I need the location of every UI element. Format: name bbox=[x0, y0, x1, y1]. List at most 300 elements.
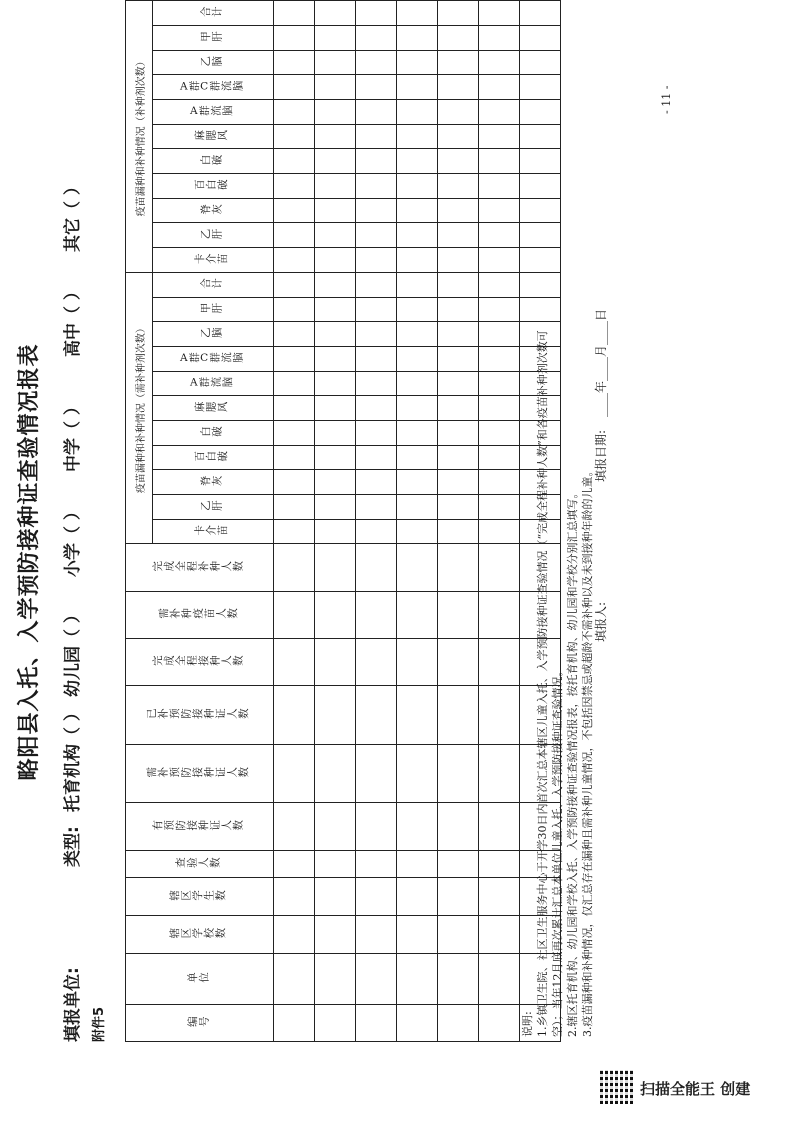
col-unit-header-text: 单位 bbox=[186, 971, 210, 984]
need-vaccine-5-header bbox=[153, 396, 274, 421]
table-cell[interactable] bbox=[479, 544, 520, 591]
need-vaccine-3-header-text: 百白破 bbox=[194, 450, 229, 463]
done-vaccine-5-header bbox=[153, 124, 274, 149]
table-cell[interactable] bbox=[274, 322, 315, 347]
table-cell[interactable] bbox=[356, 297, 397, 322]
table-cell[interactable] bbox=[438, 544, 479, 591]
note-1b: 空）；当年12月底再次累计汇总本单位儿童入托、入学预防接种证查验情况。 bbox=[551, 665, 564, 1037]
group-done-header-text: 疫苗漏种和补种情况（补种剂次数） bbox=[135, 56, 147, 217]
table-cell[interactable] bbox=[356, 322, 397, 347]
table-cell[interactable] bbox=[397, 149, 438, 174]
table-row bbox=[397, 1, 438, 1042]
table-cell[interactable] bbox=[356, 149, 397, 174]
done-vaccine-0-header-text: 卡介苗 bbox=[194, 253, 229, 266]
table-cell[interactable] bbox=[438, 916, 479, 954]
table-cell[interactable] bbox=[397, 591, 438, 638]
table-cell[interactable] bbox=[479, 685, 520, 744]
table-cell[interactable] bbox=[397, 198, 438, 223]
done-vaccine-2-header bbox=[153, 198, 274, 223]
scanner-watermark-text: 扫描全能王 创建 bbox=[640, 1080, 751, 1098]
type-option-nursery: 托育机构（ ） bbox=[63, 704, 83, 812]
table-cell[interactable] bbox=[397, 25, 438, 50]
type-option-high: 高中（ ） bbox=[63, 283, 83, 357]
table-cell[interactable] bbox=[356, 396, 397, 421]
done-vaccine-6-header-text: A群流脑 bbox=[189, 105, 234, 118]
table-cell[interactable] bbox=[438, 519, 479, 544]
table-cell[interactable] bbox=[274, 297, 315, 322]
table-cell[interactable] bbox=[479, 396, 520, 421]
table-cell[interactable] bbox=[479, 850, 520, 878]
table-cell[interactable] bbox=[479, 346, 520, 371]
table-cell[interactable] bbox=[315, 445, 356, 470]
table-cell[interactable] bbox=[315, 396, 356, 421]
table-cell[interactable] bbox=[274, 50, 315, 75]
done-vaccine-4-header-text: 白破 bbox=[200, 154, 223, 167]
table-cell[interactable] bbox=[397, 124, 438, 149]
table-cell[interactable] bbox=[438, 322, 479, 347]
table-cell[interactable] bbox=[356, 420, 397, 445]
table-cell[interactable] bbox=[438, 297, 479, 322]
table-cell[interactable] bbox=[479, 916, 520, 954]
table-cell[interactable] bbox=[479, 591, 520, 638]
table-cell[interactable] bbox=[479, 75, 520, 100]
table-cell[interactable] bbox=[397, 1004, 438, 1041]
col-number-header-text: 编号 bbox=[186, 1016, 210, 1029]
table-cell[interactable] bbox=[315, 878, 356, 916]
col-checked-header bbox=[126, 850, 274, 878]
need-vaccine-6-header-text: A群流脑 bbox=[189, 376, 234, 389]
header-row-1 bbox=[126, 1, 153, 1042]
table-cell[interactable] bbox=[356, 124, 397, 149]
table-cell[interactable] bbox=[438, 248, 479, 273]
table-cell[interactable] bbox=[438, 50, 479, 75]
table-cell[interactable] bbox=[479, 100, 520, 125]
col-has-cert-header-text: 有预防接种证人数 bbox=[152, 819, 244, 832]
table-cell[interactable] bbox=[356, 198, 397, 223]
table-cell[interactable] bbox=[397, 420, 438, 445]
table-cell[interactable] bbox=[356, 25, 397, 50]
table-cell[interactable] bbox=[315, 223, 356, 248]
table-cell[interactable] bbox=[274, 100, 315, 125]
table-cell[interactable] bbox=[479, 272, 520, 297]
table-cell[interactable] bbox=[274, 124, 315, 149]
type-option-kindergarten: 幼儿园（ ） bbox=[63, 606, 83, 697]
done-vaccine-8-header bbox=[153, 50, 274, 75]
col-schools-header bbox=[126, 916, 274, 954]
need-vaccine-4-header bbox=[153, 420, 274, 445]
col-need-vacc-header-text: 需补种疫苗人数 bbox=[157, 607, 239, 620]
table-cell[interactable] bbox=[274, 591, 315, 638]
date-label: 填报日期: bbox=[594, 429, 608, 482]
table-cell[interactable] bbox=[356, 100, 397, 125]
table-cell[interactable] bbox=[356, 685, 397, 744]
page-number: - 11 - bbox=[660, 85, 673, 114]
col-done-full-header bbox=[126, 544, 274, 591]
table-cell[interactable] bbox=[479, 50, 520, 75]
table-cell[interactable] bbox=[520, 100, 561, 125]
table-cell[interactable] bbox=[438, 638, 479, 685]
table-cell[interactable] bbox=[438, 803, 479, 850]
table-cell[interactable] bbox=[438, 953, 479, 1004]
table-cell[interactable] bbox=[274, 248, 315, 273]
done-vaccine-3-header bbox=[153, 174, 274, 199]
notes-section bbox=[520, 137, 595, 1037]
table-cell[interactable] bbox=[274, 916, 315, 954]
table-cell[interactable] bbox=[479, 495, 520, 520]
table-cell[interactable] bbox=[438, 495, 479, 520]
table-cell[interactable] bbox=[479, 223, 520, 248]
table-cell[interactable] bbox=[438, 272, 479, 297]
col-full-header bbox=[126, 638, 274, 685]
table-cell[interactable] bbox=[315, 149, 356, 174]
table-cell[interactable] bbox=[274, 396, 315, 421]
table-cell[interactable] bbox=[315, 25, 356, 50]
table-cell[interactable] bbox=[356, 223, 397, 248]
col-done-cert-header bbox=[126, 685, 274, 744]
need-vaccine-7-header bbox=[153, 346, 274, 371]
table-cell[interactable] bbox=[479, 198, 520, 223]
table-cell[interactable] bbox=[438, 75, 479, 100]
table-cell[interactable] bbox=[315, 50, 356, 75]
table-cell[interactable] bbox=[274, 1, 315, 26]
table-cell[interactable] bbox=[274, 685, 315, 744]
table-cell[interactable] bbox=[438, 346, 479, 371]
table-cell[interactable] bbox=[356, 248, 397, 273]
table-cell[interactable] bbox=[397, 1, 438, 26]
done-vaccine-8-header-text: 乙脑 bbox=[200, 55, 223, 68]
table-cell[interactable] bbox=[438, 445, 479, 470]
done-vaccine-9-header-text: 甲肝 bbox=[200, 31, 223, 44]
table-cell[interactable] bbox=[397, 50, 438, 75]
table-cell[interactable] bbox=[397, 174, 438, 199]
group-done-header bbox=[126, 1, 153, 273]
table-cell[interactable] bbox=[356, 272, 397, 297]
table-cell[interactable] bbox=[397, 322, 438, 347]
done-vaccine-4-header bbox=[153, 149, 274, 174]
table-cell[interactable] bbox=[438, 470, 479, 495]
done-vaccine-10-header bbox=[153, 1, 274, 26]
table-cell[interactable] bbox=[438, 198, 479, 223]
table-cell[interactable] bbox=[397, 272, 438, 297]
table-cell[interactable] bbox=[397, 685, 438, 744]
table-cell[interactable] bbox=[479, 953, 520, 1004]
table-cell[interactable] bbox=[315, 100, 356, 125]
table-cell[interactable] bbox=[274, 850, 315, 878]
table-cell[interactable] bbox=[315, 174, 356, 199]
table-cell[interactable] bbox=[356, 445, 397, 470]
table-cell[interactable] bbox=[356, 916, 397, 954]
table-cell[interactable] bbox=[315, 1004, 356, 1041]
table-cell[interactable] bbox=[479, 470, 520, 495]
table-cell[interactable] bbox=[479, 1, 520, 26]
table-cell[interactable] bbox=[479, 248, 520, 273]
table-cell[interactable] bbox=[274, 149, 315, 174]
table-cell[interactable] bbox=[520, 75, 561, 100]
table-cell[interactable] bbox=[356, 174, 397, 199]
done-vaccine-0-header bbox=[153, 248, 274, 273]
table-cell[interactable] bbox=[356, 850, 397, 878]
table-cell[interactable] bbox=[274, 544, 315, 591]
table-cell[interactable] bbox=[356, 638, 397, 685]
fill-unit-label: 填报单位: bbox=[63, 967, 83, 1042]
table-cell[interactable] bbox=[438, 685, 479, 744]
table-cell[interactable] bbox=[397, 248, 438, 273]
table-cell[interactable] bbox=[479, 420, 520, 445]
done-vaccine-2-header-text: 脊灰 bbox=[200, 203, 223, 216]
need-vaccine-10-header bbox=[153, 272, 274, 297]
table-cell[interactable] bbox=[274, 470, 315, 495]
table-cell[interactable] bbox=[315, 850, 356, 878]
table-row bbox=[315, 1, 356, 1042]
table-cell[interactable] bbox=[274, 953, 315, 1004]
table-cell[interactable] bbox=[438, 878, 479, 916]
table-cell[interactable] bbox=[315, 953, 356, 1004]
done-vaccine-1-header bbox=[153, 223, 274, 248]
table-cell[interactable] bbox=[397, 850, 438, 878]
group-need-header bbox=[126, 272, 153, 544]
date-fill: ____年____月____日 bbox=[594, 308, 608, 417]
table-row bbox=[479, 1, 520, 1042]
table-cell[interactable] bbox=[397, 953, 438, 1004]
table-cell[interactable] bbox=[438, 396, 479, 421]
table-cell[interactable] bbox=[315, 803, 356, 850]
need-vaccine-4-header-text: 白破 bbox=[200, 426, 223, 439]
table-cell[interactable] bbox=[315, 75, 356, 100]
table-cell[interactable] bbox=[438, 100, 479, 125]
table-cell[interactable] bbox=[397, 916, 438, 954]
table-cell[interactable] bbox=[274, 75, 315, 100]
table-cell[interactable] bbox=[274, 420, 315, 445]
table-cell[interactable] bbox=[315, 420, 356, 445]
done-vaccine-5-header-text: 麻腮风 bbox=[194, 129, 229, 142]
table-cell[interactable] bbox=[315, 198, 356, 223]
table-cell[interactable] bbox=[356, 1004, 397, 1041]
col-need-cert-header-text: 需补预防接种证人数 bbox=[146, 766, 250, 779]
table-cell[interactable] bbox=[274, 198, 315, 223]
done-vaccine-7-header bbox=[153, 75, 274, 100]
table-cell[interactable] bbox=[315, 591, 356, 638]
table-cell[interactable] bbox=[274, 25, 315, 50]
table-cell[interactable] bbox=[274, 1004, 315, 1041]
table-cell[interactable] bbox=[479, 322, 520, 347]
table-cell[interactable] bbox=[274, 878, 315, 916]
table-cell[interactable] bbox=[397, 638, 438, 685]
table-cell[interactable] bbox=[356, 346, 397, 371]
need-vaccine-8-header bbox=[153, 322, 274, 347]
table-cell[interactable] bbox=[356, 591, 397, 638]
table-cell[interactable] bbox=[438, 223, 479, 248]
col-students-header-text: 辖区学生数 bbox=[169, 889, 227, 902]
done-vaccine-9-header bbox=[153, 25, 274, 50]
table-cell[interactable] bbox=[274, 519, 315, 544]
table-cell[interactable] bbox=[274, 174, 315, 199]
note-2: 2.辖区托育机构、幼儿园和学校入托、入学预防接种证查验情况报表，按托育机构、幼儿园和学校分别汇总填写。 bbox=[566, 487, 579, 1037]
table-cell[interactable] bbox=[397, 495, 438, 520]
table-cell[interactable] bbox=[438, 174, 479, 199]
table-cell[interactable] bbox=[274, 803, 315, 850]
table-cell[interactable] bbox=[315, 519, 356, 544]
table-cell[interactable] bbox=[274, 445, 315, 470]
table-cell[interactable] bbox=[397, 544, 438, 591]
table-cell[interactable] bbox=[397, 396, 438, 421]
table-cell[interactable] bbox=[356, 495, 397, 520]
table-cell[interactable] bbox=[315, 322, 356, 347]
table-cell[interactable] bbox=[438, 591, 479, 638]
done-vaccine-10-header-text: 合计 bbox=[200, 6, 223, 19]
need-vaccine-7-header-text: A群C群流脑 bbox=[179, 351, 244, 364]
table-cell[interactable] bbox=[479, 519, 520, 544]
table-cell[interactable] bbox=[356, 50, 397, 75]
table-cell[interactable] bbox=[438, 850, 479, 878]
table-cell[interactable] bbox=[274, 272, 315, 297]
document-title: 略阳县入托、入学预防接种证查验情况报表 bbox=[17, 343, 42, 781]
need-vaccine-0-header-text: 卡介苗 bbox=[194, 524, 229, 537]
table-cell[interactable] bbox=[520, 1, 561, 26]
table-cell[interactable] bbox=[479, 297, 520, 322]
table-cell[interactable] bbox=[315, 495, 356, 520]
table-cell[interactable] bbox=[479, 124, 520, 149]
col-checked-header-text: 查验人数 bbox=[175, 857, 221, 870]
table-cell[interactable] bbox=[438, 744, 479, 803]
table-cell[interactable] bbox=[397, 803, 438, 850]
note-1a: 1.乡镇卫生院、社区卫生服务中心于开学30日内首次汇总本辖区儿童入托、入学预防接种证查验情况（“完成全程补种人数”和各疫苗补种剂次数可 bbox=[536, 330, 549, 1037]
need-vaccine-9-header-text: 甲肝 bbox=[200, 302, 223, 315]
group-need-header-text: 疫苗漏种和补种情况（需补种剂次数） bbox=[135, 323, 147, 494]
table-cell[interactable] bbox=[397, 297, 438, 322]
need-vaccine-2-header-text: 脊灰 bbox=[200, 475, 223, 488]
table-cell[interactable] bbox=[438, 149, 479, 174]
table-cell[interactable] bbox=[274, 495, 315, 520]
table-cell[interactable] bbox=[397, 100, 438, 125]
table-cell[interactable] bbox=[479, 149, 520, 174]
table-cell[interactable] bbox=[315, 346, 356, 371]
table-cell[interactable] bbox=[479, 638, 520, 685]
table-cell[interactable] bbox=[438, 1, 479, 26]
need-vaccine-10-header-text: 合计 bbox=[200, 277, 223, 290]
table-cell[interactable] bbox=[397, 371, 438, 396]
type-option-other: 其它（ ） bbox=[63, 178, 83, 252]
col-full-header-text: 完成全程接种人数 bbox=[152, 655, 244, 668]
table-cell[interactable] bbox=[479, 174, 520, 199]
table-cell[interactable] bbox=[315, 124, 356, 149]
col-unit-header bbox=[126, 953, 274, 1004]
table-cell[interactable] bbox=[397, 346, 438, 371]
need-vaccine-1-header bbox=[153, 495, 274, 520]
table-cell[interactable] bbox=[315, 272, 356, 297]
inspection-table bbox=[125, 0, 561, 1042]
col-students-header bbox=[126, 878, 274, 916]
table-cell[interactable] bbox=[315, 470, 356, 495]
table-cell[interactable] bbox=[356, 544, 397, 591]
col-need-vacc-header bbox=[126, 591, 274, 638]
table-cell[interactable] bbox=[356, 470, 397, 495]
table-cell[interactable] bbox=[438, 420, 479, 445]
table-cell[interactable] bbox=[356, 519, 397, 544]
table-cell[interactable] bbox=[397, 744, 438, 803]
table-cell[interactable] bbox=[479, 803, 520, 850]
table-cell[interactable] bbox=[315, 248, 356, 273]
notes-title: 说明: bbox=[521, 1011, 534, 1037]
qr-code-icon bbox=[600, 1070, 634, 1104]
table-cell[interactable] bbox=[315, 371, 356, 396]
table-cell[interactable] bbox=[397, 519, 438, 544]
table-cell[interactable] bbox=[397, 223, 438, 248]
table-cell[interactable] bbox=[315, 638, 356, 685]
table-cell[interactable] bbox=[274, 346, 315, 371]
table-cell[interactable] bbox=[479, 371, 520, 396]
done-vaccine-7-header-text: A群C群流脑 bbox=[179, 80, 244, 93]
filler-label: 填报人: bbox=[594, 601, 608, 642]
table-cell[interactable] bbox=[479, 1004, 520, 1041]
need-vaccine-9-header bbox=[153, 297, 274, 322]
need-vaccine-8-header-text: 乙脑 bbox=[200, 327, 223, 340]
table-cell[interactable] bbox=[397, 878, 438, 916]
col-schools-header-text: 辖区学校数 bbox=[169, 927, 227, 940]
need-vaccine-2-header bbox=[153, 470, 274, 495]
table-row bbox=[274, 1, 315, 1042]
table-cell[interactable] bbox=[479, 744, 520, 803]
type-option-middle: 中学（ ） bbox=[63, 398, 83, 472]
type-label: 类型: bbox=[63, 826, 83, 867]
table-row bbox=[438, 1, 479, 1042]
table-cell[interactable] bbox=[356, 803, 397, 850]
need-vaccine-0-header bbox=[153, 519, 274, 544]
table-cell[interactable] bbox=[356, 75, 397, 100]
table-cell[interactable] bbox=[274, 223, 315, 248]
attachment-label: 附件5 bbox=[92, 1006, 107, 1042]
scanner-watermark bbox=[600, 1068, 790, 1108]
table-cell[interactable] bbox=[315, 916, 356, 954]
table-cell[interactable] bbox=[356, 744, 397, 803]
type-option-primary: 小学（ ） bbox=[63, 503, 83, 577]
table-cell[interactable] bbox=[274, 638, 315, 685]
col-number-header bbox=[126, 1004, 274, 1041]
table-cell[interactable] bbox=[520, 50, 561, 75]
done-vaccine-1-header-text: 乙肝 bbox=[200, 228, 223, 241]
table-cell[interactable] bbox=[356, 878, 397, 916]
table-cell[interactable] bbox=[356, 371, 397, 396]
note-3: 3.疫苗漏种和补种情况，仅汇总存在漏种且需补种儿童情况，不包括因禁忌或超龄不需补种以及未到接种年龄的儿童。 bbox=[581, 465, 594, 1037]
col-done-cert-header-text: 已补预防接种证人数 bbox=[146, 708, 250, 721]
table-cell[interactable] bbox=[356, 1, 397, 26]
need-vaccine-1-header-text: 乙肝 bbox=[200, 500, 223, 513]
table-cell[interactable] bbox=[315, 685, 356, 744]
table-cell[interactable] bbox=[397, 470, 438, 495]
table-cell[interactable] bbox=[438, 124, 479, 149]
table-cell[interactable] bbox=[315, 744, 356, 803]
table-cell[interactable] bbox=[479, 878, 520, 916]
table-cell[interactable] bbox=[274, 744, 315, 803]
table-cell[interactable] bbox=[397, 445, 438, 470]
table-cell[interactable] bbox=[438, 1004, 479, 1041]
table-cell[interactable] bbox=[520, 25, 561, 50]
table-row bbox=[356, 1, 397, 1042]
table-cell[interactable] bbox=[479, 25, 520, 50]
table-cell[interactable] bbox=[315, 544, 356, 591]
done-vaccine-3-header-text: 百白破 bbox=[194, 179, 229, 192]
table-cell[interactable] bbox=[438, 25, 479, 50]
table-cell[interactable] bbox=[397, 75, 438, 100]
table-cell[interactable] bbox=[438, 371, 479, 396]
table-cell[interactable] bbox=[479, 445, 520, 470]
need-vaccine-5-header-text: 麻腮风 bbox=[194, 401, 229, 414]
table-cell[interactable] bbox=[356, 953, 397, 1004]
table-cell[interactable] bbox=[274, 371, 315, 396]
col-done-full-header-text: 完成全程补种人数 bbox=[152, 560, 244, 573]
table-cell[interactable] bbox=[315, 297, 356, 322]
table-cell[interactable] bbox=[315, 1, 356, 26]
need-vaccine-3-header bbox=[153, 445, 274, 470]
